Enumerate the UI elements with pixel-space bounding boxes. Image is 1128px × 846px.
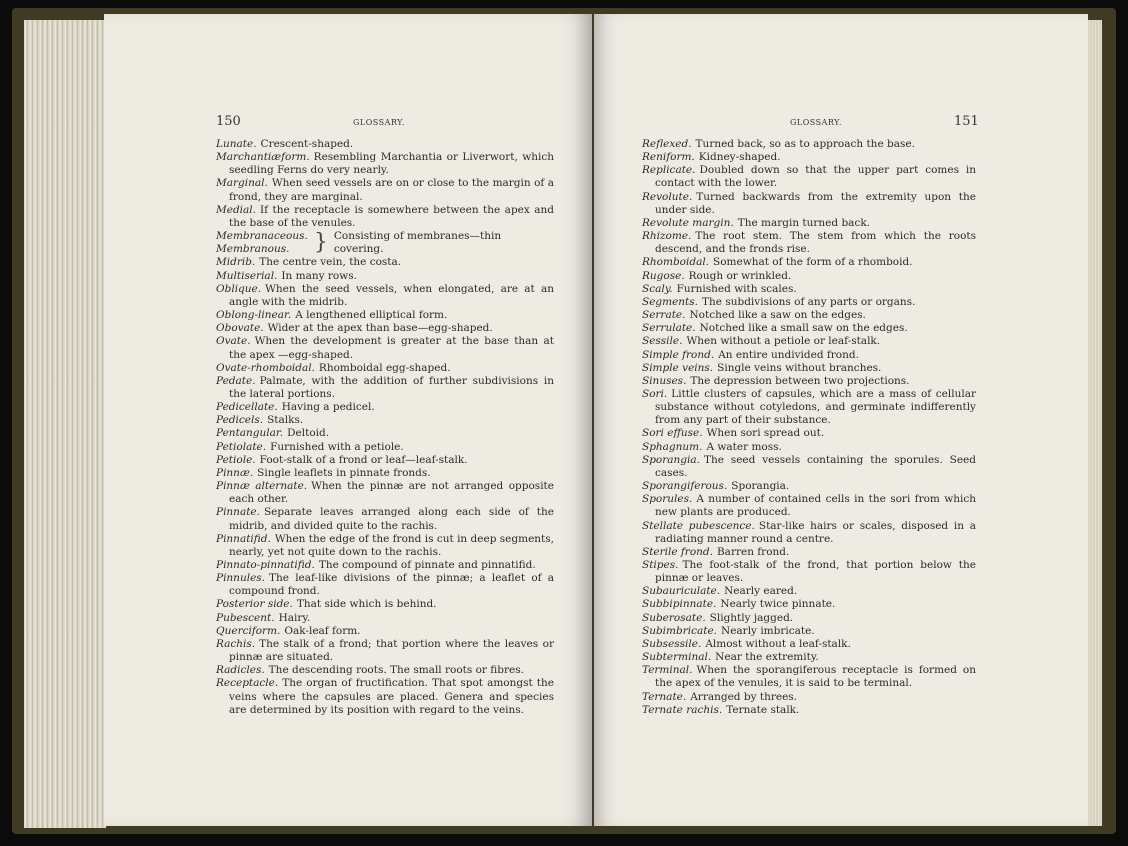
entry-term: Oblique. [216,282,262,295]
entry-term: Sessile. [642,335,683,348]
glossary-entry [642,638,976,651]
glossary-entry [642,493,976,519]
entry-term: Medial. [216,203,257,216]
entry-term: Stipes. [642,559,679,571]
entry-term: Rachis. [216,637,256,650]
entry-term: Obovate. [216,322,264,335]
entry-term: Sori effuse. [642,427,703,440]
glossary-entry [642,138,976,151]
entry-definition: Little clusters of capsules, which are a mass of cellular substance without cotyledons, and germinate indifferently from any part of their substance. [655,387,976,427]
entry-term: Multiserial. [216,269,278,282]
entry-term: Scaly. [642,282,673,295]
entry-term: Pinnate. [216,506,260,519]
entry-definition: Single veins without branches. [717,361,882,374]
glossary-entry [642,704,976,717]
entry-definition: When sori spread out. [706,427,825,440]
running-head: GLOSSARY. [353,118,405,127]
entry-definition: The root stem. The stem from which the roots descend, and the fronds rise. [655,230,976,256]
entry-definition: Arranged by threes. [690,690,798,703]
entry-term: Pubescent. [216,611,275,624]
glossary-entry [216,572,554,598]
glossary-entry [216,230,554,256]
entry-definition: Stalks. [267,414,304,427]
entry-term: Reniform. [642,151,695,164]
entry-term: Sphagnum. [642,440,703,453]
entry-term: Replicate. [642,164,696,177]
glossary-entry [642,480,976,493]
entry-definition: Sporangia. [731,480,790,493]
glossary-entry [642,546,976,559]
glossary-entry [642,322,976,335]
page-edges [24,20,106,828]
glossary-column-left [216,138,554,717]
entry-term: Pedate. [216,374,256,387]
glossary-entry [642,296,976,309]
entry-term: Membranous. [216,243,290,256]
glossary-entry [216,467,554,480]
entry-definition: Turned back, so as to approach the base. [695,138,915,150]
entry-term: Sinuses. [642,374,687,387]
glossary-entry [216,362,554,375]
glossary-entry [642,559,976,585]
entry-term: Pinnato-pinnatifid. [216,559,315,571]
glossary-entry [216,480,554,506]
glossary-entry [642,270,976,283]
glossary-entry [642,441,976,454]
entry-term: Posterior side. [216,598,293,611]
entry-term: Radicles. [216,664,265,677]
glossary-entry [216,454,554,467]
entry-term: Rhizome. [642,230,692,243]
glossary-entry [642,454,976,480]
entry-term: Subimbricate. [642,624,718,637]
glossary-entry [642,651,976,664]
entry-definition: When the edge of the frond is cut in deep segments, nearly, yet not quite down to the rachis. [229,532,554,558]
entry-term: Revolute margin. [642,216,734,229]
entry-term: Membranaceous. [216,230,308,243]
entry-definition: Near the extremity. [715,651,819,664]
glossary-entry [642,664,976,690]
entry-definition: Crescent-shaped. [260,138,354,150]
glossary-entry [216,598,554,611]
entry-definition: Furnished with a petiole. [270,440,404,453]
glossary-entry [642,388,976,427]
entry-term: Subsessile. [642,637,702,650]
entry-term: Pedicellate. [216,401,278,414]
glossary-entry [642,191,976,217]
glossary-entry [216,559,554,572]
glossary-entry [642,585,976,598]
entry-definition: An entire undivided frond. [718,348,859,361]
glossary-entry [216,270,554,283]
glossary-entry [642,375,976,388]
entry-term: Ternate. [642,690,687,703]
entry-definition: Nearly imbricate. [721,624,815,637]
glossary-entry [642,309,976,322]
entry-term: Sori. [642,387,668,400]
entry-term: Petiolate. [216,440,267,453]
entry-definition: The compound of pinnate and pinnatifid. [318,559,536,571]
entry-term: Subauriculate. [642,585,721,598]
glossary-entry [216,427,554,440]
entry-term: Marchantiæform. [216,151,310,164]
entry-definition: Resembling Marchantia or Liverwort, which seedling Ferns do very nearly. [229,151,554,177]
right-page-edges [1088,20,1102,826]
glossary-entry [216,414,554,427]
entry-definition: Kidney-shaped. [698,151,781,164]
glossary-entry [216,322,554,335]
entry-definition: Separate leaves arranged along each side of the midrib, and divided quite to the rachis. [229,506,554,532]
entry-term: Querciform. [216,624,281,637]
page-number: 150 [216,114,241,129]
entry-definition: Rough or wrinkled. [688,269,792,282]
entry-term: Pinnæ alternate. [216,480,308,493]
glossary-entry [642,164,976,190]
glossary-entry [216,375,554,401]
glossary-entry [642,335,976,348]
entry-term: Ovate. [216,335,251,348]
left-page [104,14,592,826]
entry-term: Simple veins. [642,361,714,374]
entry-term: Sterile frond. [642,545,713,558]
running-head: GLOSSARY. [790,118,842,127]
glossary-entry [642,349,976,362]
entry-definition: Nearly twice pinnate. [720,598,836,611]
entry-definition: When the pinnæ are not arranged opposite each other. [229,480,554,506]
entry-term: Subbipinnate. [642,598,717,611]
entry-definition: Notched like a small saw on the edges. [699,322,908,335]
entry-definition: Single leaflets in pinnate fronds. [257,466,431,479]
entry-definition: Somewhat of the form of a rhomboid. [713,256,913,269]
entry-term: Sporangiferous. [642,480,728,493]
entry-definition: When the seed vessels, when elongated, are at an angle with the midrib. [229,282,554,308]
glossary-entry [642,625,976,638]
glossary-entry [642,151,976,164]
entry-term: Lunate. [216,138,257,150]
entry-definition: Deltoid. [287,427,330,440]
page-number: 151 [954,114,979,129]
glossary-entry [216,309,554,322]
glossary-entry [642,427,976,440]
entry-definition: Palmate, with the addition of further subdivisions in the lateral portions. [229,374,554,400]
glossary-entry [642,691,976,704]
entry-definition: A water moss. [706,440,782,453]
glossary-column-right [642,138,976,717]
entry-term: Midrib. [216,256,256,269]
entry-term: Rugose. [642,269,685,282]
entry-definition: That side which is behind. [296,598,437,611]
glossary-entry [216,335,554,361]
glossary-entry [216,506,554,532]
entry-term: Oblong-linear. [216,309,292,322]
entry-definition: Doubled down so that the upper part comes in contact with the lower. [655,164,976,190]
entry-term: Revolute. [642,190,693,203]
entry-term: Rhomboidal. [642,256,710,269]
entry-definition: Oak-leaf form. [284,624,361,637]
entry-term: Pinnæ. [216,466,254,479]
entry-definition: Slightly jagged. [709,611,794,624]
entry-definition: Foot-stalk of a frond or leaf—leaf-stalk. [259,453,468,466]
entry-term: Suberosate. [642,611,706,624]
entry-definition: A number of contained cells in the sori from which new plants are produced. [655,493,976,519]
glossary-entry [216,441,554,454]
entry-term: Sporules. [642,493,693,506]
entry-definition: The stalk of a frond; that portion where the leaves or pinnæ are situated. [229,637,554,664]
entry-definition: Barren frond. [716,545,790,558]
entry-definition: Almost without a leaf-stalk. [705,637,851,650]
entry-term: Receptacle. [216,677,279,690]
entry-term: Petiole. [216,453,256,466]
glossary-entry [216,204,554,230]
entry-term: Pinnatifid. [216,532,271,545]
glossary-entry [216,533,554,559]
entry-definition: Rhomboidal egg-shaped. [318,361,451,374]
entry-term: Reflexed. [642,138,692,150]
entry-definition: The centre vein, the costa. [259,256,402,269]
entry-definition: The seed vessels containing the sporules. Seed cases. [655,453,976,479]
glossary-entry [642,612,976,625]
entry-definition: Wider at the apex than base—egg-shaped. [267,322,493,335]
glossary-entry [642,217,976,230]
entry-definition: In many rows. [281,269,357,282]
glossary-entry [216,612,554,625]
entry-term: Pedicels. [216,414,264,427]
glossary-entry [216,256,554,269]
glossary-entry [216,625,554,638]
entry-definition: When the development is greater at the base than at the apex —egg-shaped. [229,335,554,361]
entry-definition: The organ of fructification. That spot amongst the veins where the capsules are placed. Genera and species are determined by its position with regard to the veins. [229,677,554,716]
glossary-entry [216,664,554,677]
entry-definition: Consisting of membranes—thin covering. [333,230,502,256]
glossary-entry [216,638,554,664]
entry-definition: Ternate stalk. [726,703,800,716]
entry-definition: The margin turned back. [737,216,871,229]
entry-definition: Furnished with scales. [676,282,797,295]
entry-term: Terminal. [642,664,693,677]
glossary-entry [642,362,976,375]
glossary-entry [642,230,976,256]
entry-definition: When the sporangiferous receptacle is formed on the apex of the venules, it is said to be terminal. [655,664,976,690]
entry-term: Ternate rachis. [642,703,723,716]
entry-definition: When without a petiole or leaf-stalk. [686,335,881,348]
glossary-entry [642,283,976,296]
entry-term: Sporangia. [642,453,700,466]
glossary-entry [216,677,554,716]
entry-definition: A lengthened elliptical form. [295,309,448,322]
entry-term: Pinnules. [216,572,266,585]
entry-definition: Having a pedicel. [281,401,375,414]
entry-term: Subterminal. [642,651,712,664]
entry-term: Pentangular. [216,427,284,440]
glossary-entry [642,520,976,546]
brace-symbol: } [313,230,328,256]
right-page [594,14,1088,826]
entry-definition: The foot-stalk of the frond, that portion below the pinnæ or leaves. [655,559,976,585]
entry-terms [216,230,308,256]
entry-definition: The subdivisions of any parts or organs. [702,295,916,308]
entry-term: Serrulate. [642,322,696,335]
entry-definition: Nearly eared. [724,585,798,598]
entry-definition: The leaf-like divisions of the pinnæ; a leaflet of a compound frond. [229,572,554,598]
glossary-entry [216,177,554,203]
glossary-entry [216,138,554,151]
entry-definition: Star-like hairs or scales, disposed in a radiating manner round a centre. [655,519,976,545]
entry-term: Marginal. [216,177,268,190]
glossary-entry [216,151,554,177]
entry-definition: When seed vessels are on or close to the margin of a frond, they are marginal. [229,177,554,203]
entry-term: Ovate-rhomboidal. [216,361,315,374]
glossary-entry [216,401,554,414]
left-page-header [216,114,554,129]
entry-definition: Hairy. [278,611,311,624]
glossary-entry [642,598,976,611]
entry-term: Serrate. [642,309,686,322]
entry-term: Stellate pubescence. [642,519,755,532]
entry-term: Simple frond. [642,348,715,361]
entry-definition: The descending roots. The small roots or fibres. [268,664,524,677]
entry-definition: The depression between two projections. [690,374,910,387]
entry-definition: If the receptacle is somewhere between the apex and the base of the venules. [229,203,554,229]
entry-definition: Turned backwards from the extremity upon the under side. [655,190,976,216]
entry-term: Segments. [642,295,699,308]
entry-definition: Notched like a saw on the edges. [689,309,866,322]
glossary-entry [216,283,554,309]
glossary-entry [642,256,976,269]
